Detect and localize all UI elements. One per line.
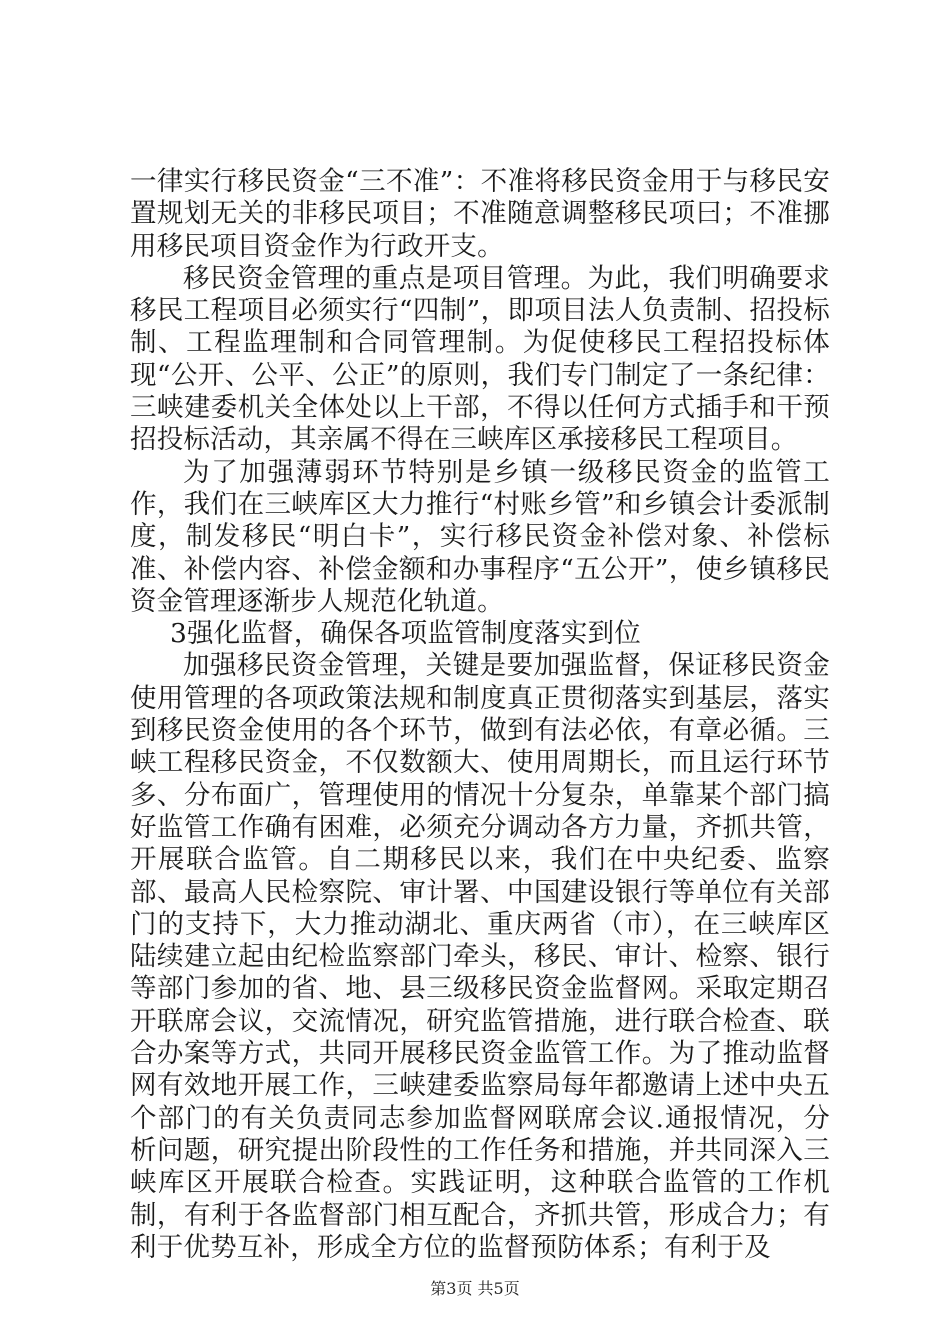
paragraph-joint-supervision: 加强移民资金管理，关键是要加强监督，保证移民资金使用管理的各项政策法规和制度真正贯彻落实到基层，落实到移民资金使用的各个环节，做到有法必依，有章必循。三峡工程移民资金，不仅数额大、使用周期长，而且运行环节多、分布面广，管理使用的情况十分复杂，单靠某个部门搞好监管工作确有困难，必须充分调动各方力量，齐抓共管，开展联合监管。自二期移民以来，我们在中央纪委、监察部、最高人民检察院、审计署、中国建设银行等单位有关部门的支持下，大力推动湖北、重庆两省（市），在三峡库区陆续建立起由纪检监察部门牵头，移民、审计、检察、银行等部门参加的省、地、县三级移民资金监督网。采取定期召开联席会议，交流情况，研究监管措施，进行联合检查、联合办案等方式，共同开展移民资金监管工作。为了推动监督网有效地开展工作，三峡建委监察局每年都邀请上述中央五个部门的有关负责同志参加监督网联席会议.通报情况，分析问题，研究提出阶段性的工作任务和措施，并共同深入三峡库区开展联合检查。实践证明，这种联合监管的工作机制，有利于各监督部门相互配合，齐抓共管，形成合力；有利于优势互补，形成全方位的监督预防体系；有利于及 xyxy=(130,650,830,1263)
paragraph-project-management: 移民资金管理的重点是项目管理。为此，我们明确要求移民工程项目必须实行“四制”，即项目法人负责制、招投标制、工程监理制和合同管理制。为促使移民工程招投标体现“公开、公平、公正”的原则，我们专门制定了一条纪律：三峡建委机关全体处以上干部，不得以任何方式插手和干预招投标活动，其亲属不得在三峡库区承接移民工程项目。 xyxy=(130,262,830,456)
page-number-footer: 第3页 共5页 xyxy=(430,1279,520,1298)
paragraph-continuation: 一律实行移民资金“三不准”：不准将移民资金用于与移民安置规划无关的非移民项目；不准随意调整移民项曰；不准挪用移民项目资金作为行政开支。 xyxy=(130,166,830,262)
section-heading: 3强化监督，确保各项监管制度落实到位 xyxy=(170,618,641,650)
paragraph-township-supervision: 为了加强薄弱环节特别是乡镇一级移民资金的监管工作，我们在三峡库区大力推行“村账乡管”和乡镇会计委派制度，制发移民“明白卡”，实行移民资金补偿对象、补偿标准、补偿内容、补偿金额和办事程序“五公开”，使乡镇移民资金管理逐渐步人规范化轨道。 xyxy=(130,456,830,617)
document-body xyxy=(130,166,830,1264)
